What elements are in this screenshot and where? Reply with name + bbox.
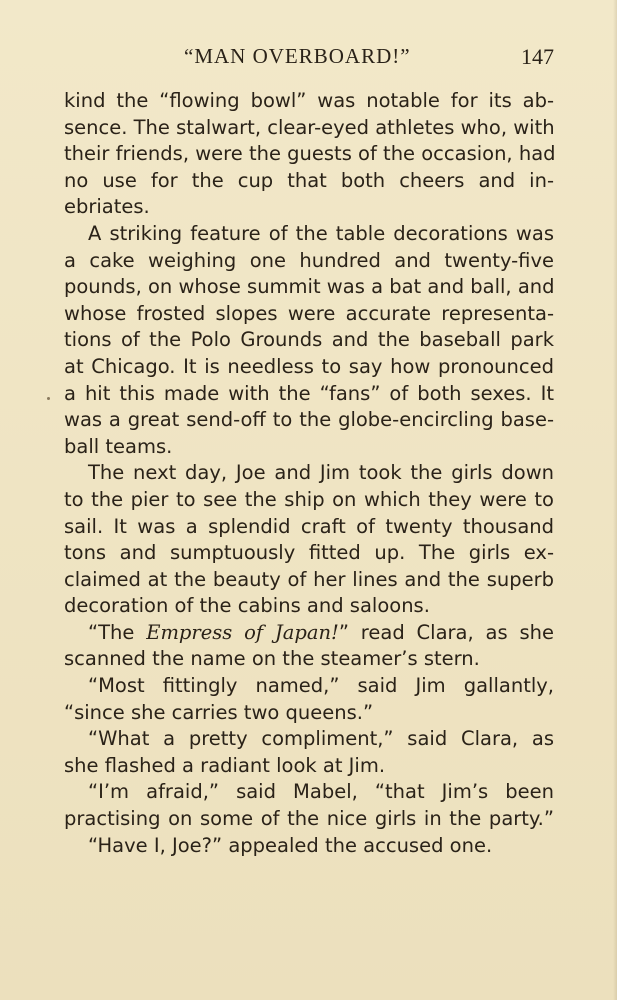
text-line: scanned the name on the steamer’s stern. xyxy=(64,647,480,671)
page-number: 147 xyxy=(521,44,554,69)
text-line: practising on some of the nice girls in the party.” xyxy=(64,807,554,831)
text-line: no use for the cup that both cheers and in- xyxy=(64,168,554,192)
text-line: claimed at the beauty of her lines and the superb xyxy=(64,567,554,591)
paragraph-3 xyxy=(64,460,554,620)
text-line: a hit this made with the “fans” of both sexes. It xyxy=(64,381,554,405)
text-line: to the pier to see the ship on which they were to xyxy=(64,487,554,511)
after-name: ” read Clara, as she xyxy=(338,620,554,644)
text-line: whose frosted slopes were accurate representa- xyxy=(64,301,554,325)
ship-name: Empress of Japan! xyxy=(146,620,339,644)
text-line: ebriates. xyxy=(64,195,150,219)
text-line: “I’m afraid,” said Mabel, “that Jim’s been xyxy=(88,780,554,804)
text-line: a cake weighing one hundred and twenty-five xyxy=(64,248,554,272)
paragraph-6 xyxy=(64,726,554,779)
text-line: “Have I, Joe?” appealed the accused one. xyxy=(88,833,493,857)
paragraph-4 xyxy=(64,620,554,673)
text-line: pounds, on whose summit was a bat and ball, and xyxy=(64,275,555,299)
body-text xyxy=(64,88,554,859)
running-head: “MAN OVERBOARD!” xyxy=(184,44,411,68)
text-line: sence. The stalwart, clear-eyed athletes who, with xyxy=(64,115,555,139)
text-line: “What a pretty compliment,” said Clara, as xyxy=(88,727,554,751)
paragraph-1 xyxy=(64,88,554,221)
text-line: their friends, were the guests of the occasion, had xyxy=(64,142,556,166)
text-line: was a great send-off to the globe-encircling base- xyxy=(64,408,554,432)
page-edge-shadow xyxy=(613,0,617,1000)
text-line: The next day, Joe and Jim took the girls down xyxy=(88,461,554,485)
page-header xyxy=(64,44,554,74)
text-line: she flashed a radiant look at Jim. xyxy=(64,753,386,777)
margin-speck xyxy=(47,397,50,400)
text-line: kind the “flowing bowl” was notable for its ab- xyxy=(64,89,554,112)
paragraph-8 xyxy=(64,833,554,860)
text-line: sail. It was a splendid craft of twenty thousand xyxy=(64,514,554,538)
paragraph-2 xyxy=(64,221,554,460)
text-line: tons and sumptuously fitted up. The girls ex- xyxy=(64,541,554,565)
text-line: “Most fittingly named,” said Jim gallantly, xyxy=(88,674,554,698)
text-line: A striking feature of the table decorations was xyxy=(88,221,554,245)
text-line: tions of the Polo Grounds and the baseball park xyxy=(64,328,554,352)
open-quote: “The xyxy=(88,620,147,644)
paragraph-5 xyxy=(64,673,554,726)
text-line: at Chicago. It is needless to say how pronounced xyxy=(64,354,554,378)
text-line: decoration of the cabins and saloons. xyxy=(64,594,430,618)
paragraph-7 xyxy=(64,779,554,832)
text-line xyxy=(64,620,554,647)
text-line: “since she carries two queens.” xyxy=(64,700,374,724)
text-line: ball teams. xyxy=(64,434,173,458)
